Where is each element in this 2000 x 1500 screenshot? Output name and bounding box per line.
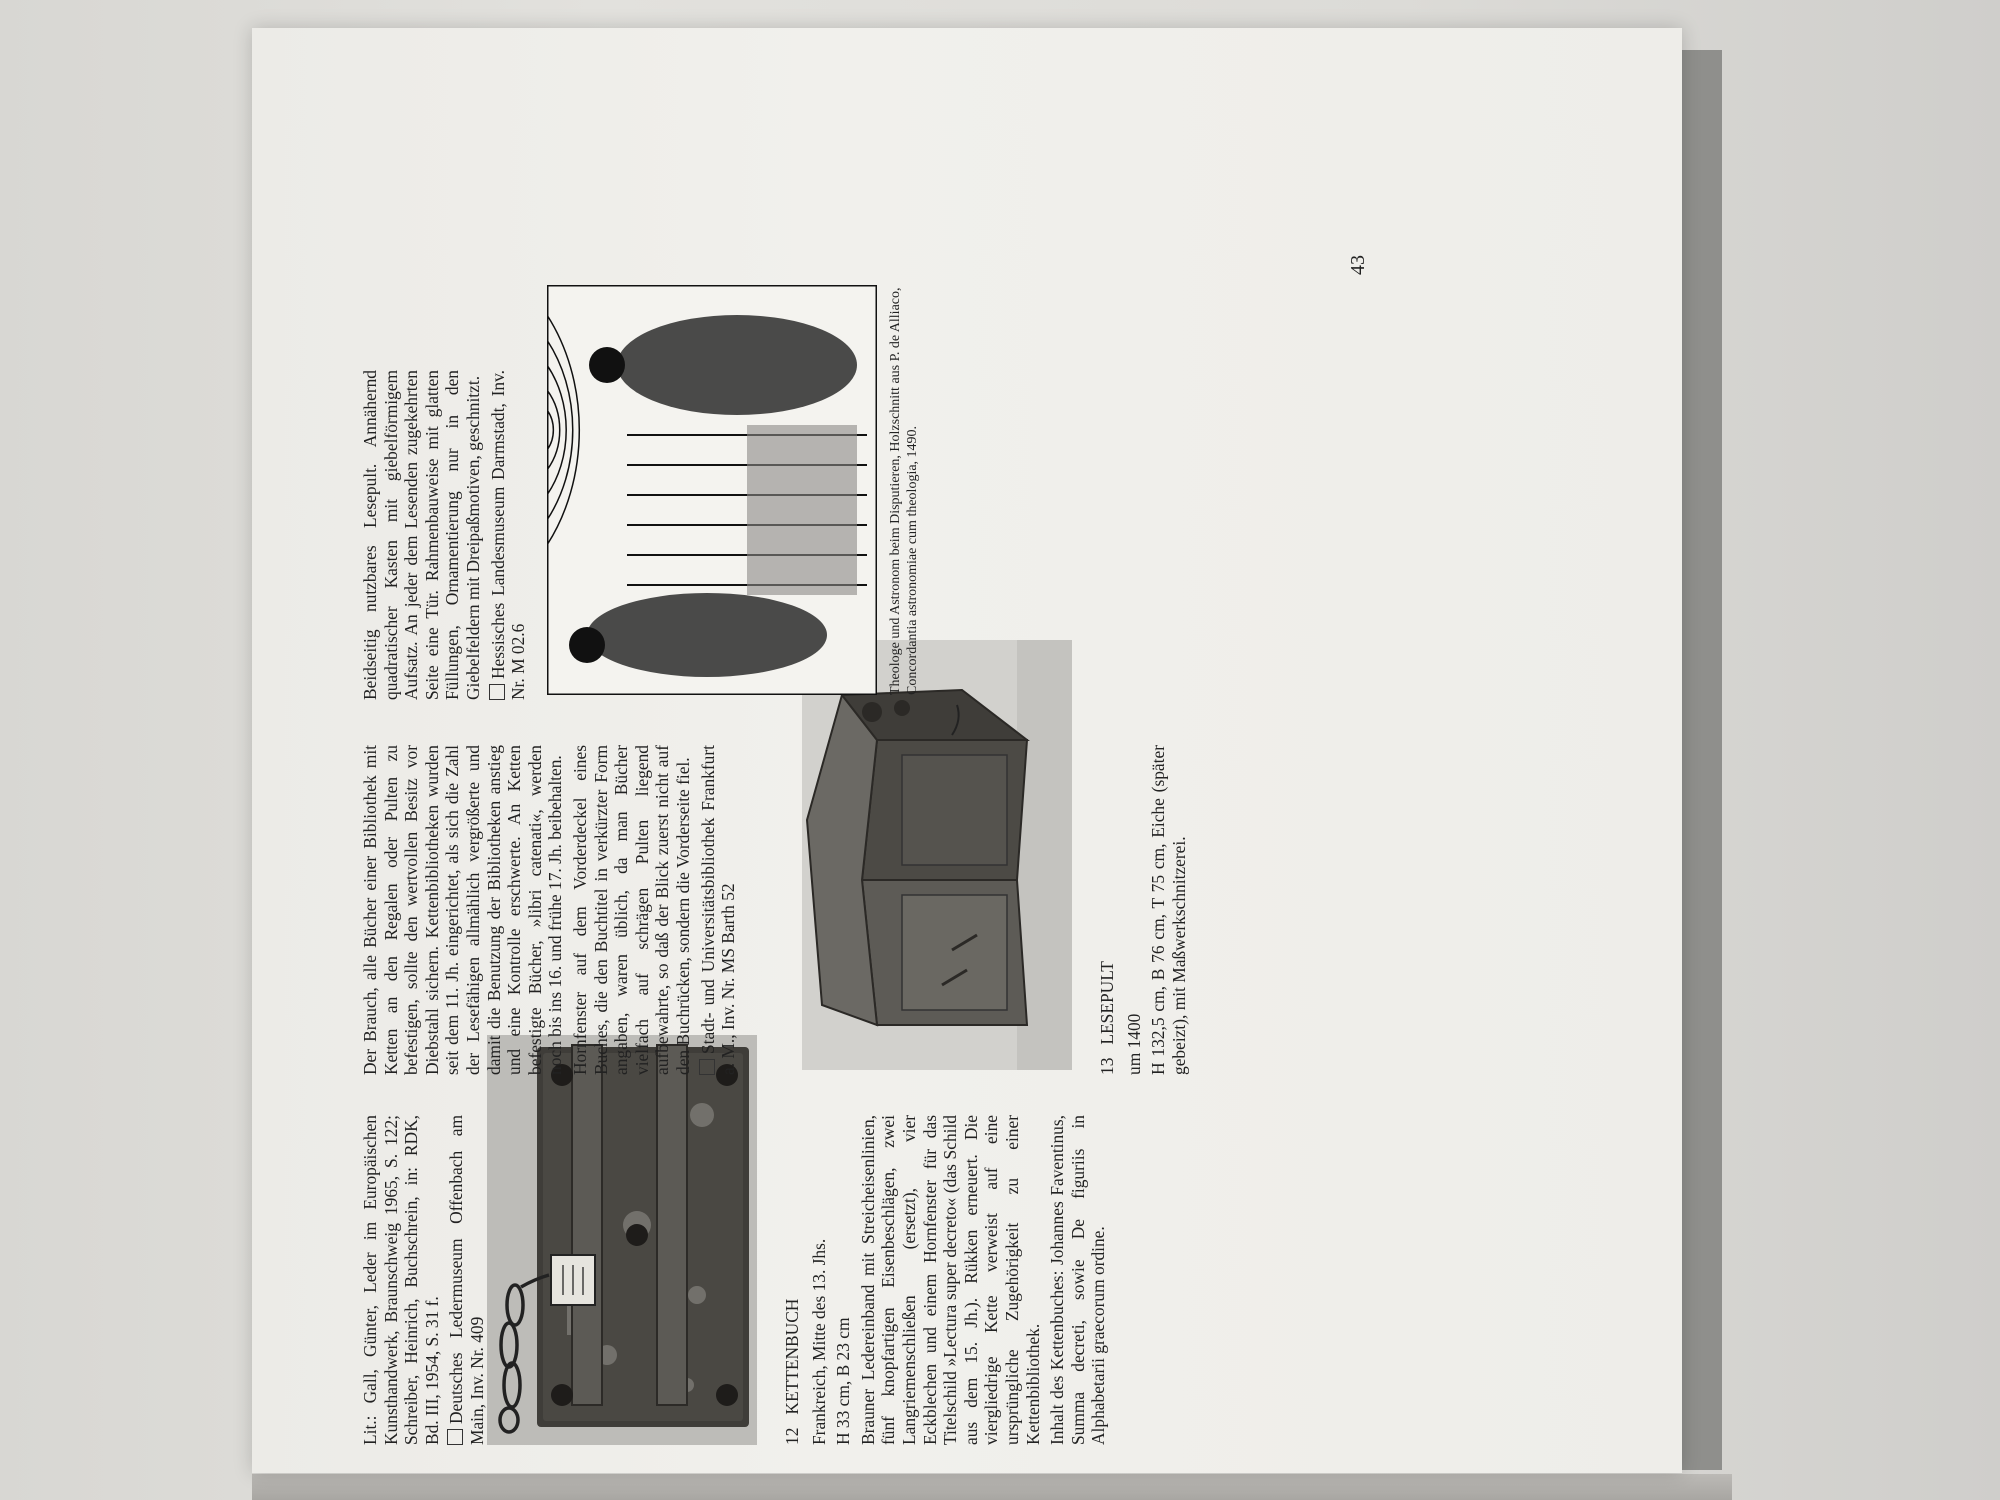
entry-12-description: Brauner Ledereinband mit Streicheisenlinien, fünf knopfartigen Eisenbeschlägen, zwei Langriemenschließen (ersetzt), vier Eckblechen und einem Hornfenster für das Titelschild »Lectura super decreto« (das Schild aus dem 15. Jh.). Rükken erneuert. Die viergliedrige Kette verweist auf eine ursprüngliche Zugehörigkeit zu einer Kettenbibliothek. bbox=[857, 1115, 1043, 1445]
entry-12-heading: 12 KETTENBUCH bbox=[782, 1298, 802, 1445]
entry-13-heading: 13 LESEPULT bbox=[1097, 961, 1117, 1075]
entry-12 bbox=[772, 1115, 1113, 1445]
page-number: 43 bbox=[1347, 255, 1369, 275]
woodcut-illustration bbox=[547, 285, 877, 695]
entry-13-dims: H 132,5 cm, B 76 cm, T 75 cm, Eiche (später gebeizt), mit Maßwerkschnitzerei. bbox=[1148, 745, 1189, 1075]
entry-12-content: Inhalt des Kettenbuches: Johannes Faventinus, Summa decreti, sowie De figuriis in Alphabetarii graecorum ordine. bbox=[1047, 1115, 1109, 1445]
checkbox-icon bbox=[699, 1059, 715, 1075]
horn-window-paragraph: Hornfenster auf dem Vorderdeckel eines Buches, die den Buchtitel in verkürzter Form angaben, waren üblich, da man Bücher vielfach auf schrägen Pulten liegend aufbewahrte, so daß der Blick zuerst nicht auf den Buchrücken, sondern die Vorderseite fiel. bbox=[569, 745, 693, 1075]
lectern-description: Beidseitig nutzbares Lesepult. Annähernd quadratischer Kasten mit giebelförmigem Aufsatz. An jeder dem Lesenden zugekehrten Seite eine Tür. Rahmenbauweise mit glatten Füllungen, Ornamentierung nur in den Giebelfeldern mit Dreipaßmotiven, geschnitzt. bbox=[360, 370, 483, 700]
checkbox-icon bbox=[489, 684, 505, 700]
page-edge-shadow bbox=[1682, 50, 1722, 1470]
entry-12-origin: Frankreich, Mitte des 13. Jhs. bbox=[808, 1238, 829, 1445]
entry-12-dims: H 33 cm, B 23 cm bbox=[833, 1317, 854, 1445]
owner-text-frankfurt: Stadt- und Universitätsbibliothek Frankfurt a. M., Inv. Nr. MS Barth 52 bbox=[697, 745, 739, 1075]
literature-text: Lit.: Gall, Günter, Leder im Europäischen Kunsthandwerk, Braunschweig 1965, S. 122; Schreiber, Heinrich, Buchschrein, in: RDK, Bd. III, 1954, S. 31 f. bbox=[360, 1115, 442, 1445]
column-1 bbox=[360, 1115, 492, 1445]
column-2 bbox=[360, 745, 743, 1075]
page-content bbox=[342, 80, 1402, 1460]
checkbox-icon bbox=[447, 1429, 463, 1445]
chain-book-photo bbox=[487, 1035, 757, 1445]
lectern-photo bbox=[802, 640, 1072, 1070]
entry-13-date: um 1400 bbox=[1123, 1013, 1144, 1075]
owner-text-offenbach: Deutsches Ledermuseum Offenbach am Main, Inv. Nr. 409 bbox=[446, 1115, 487, 1445]
entry-13 bbox=[1087, 745, 1193, 1075]
column-3 bbox=[360, 370, 533, 700]
woodcut-caption: Theologe und Astronom beim Disputieren, Holzschnitt aus P. de Alliaco, Concordantia astronomiae cum theologia, 1490. bbox=[888, 287, 920, 695]
chain-library-paragraph: Der Brauch, alle Bücher einer Bibliothek mit Ketten an den Regalen oder Pulten zu befestigen, sollte den wertvollen Besitz vor Diebstahl sichern. Kettenbibliotheken wurden seit dem 11. Jh. eingerichtet, als sich die Zahl der Lesefähigen allmählich vergrößerte und damit die Benutzung der Bibliotheken anstieg und eine Kontrolle erschwerte. An Ketten befestigte Bücher, »libri catenati«, werden noch bis ins 16. und frühe 17. Jh. beibehalten. bbox=[360, 745, 566, 1075]
owner-text-darmstadt: Hessisches Landesmuseum Darmstadt, Inv. Nr. M 02.6 bbox=[487, 370, 529, 700]
book-binding bbox=[252, 1474, 1732, 1500]
